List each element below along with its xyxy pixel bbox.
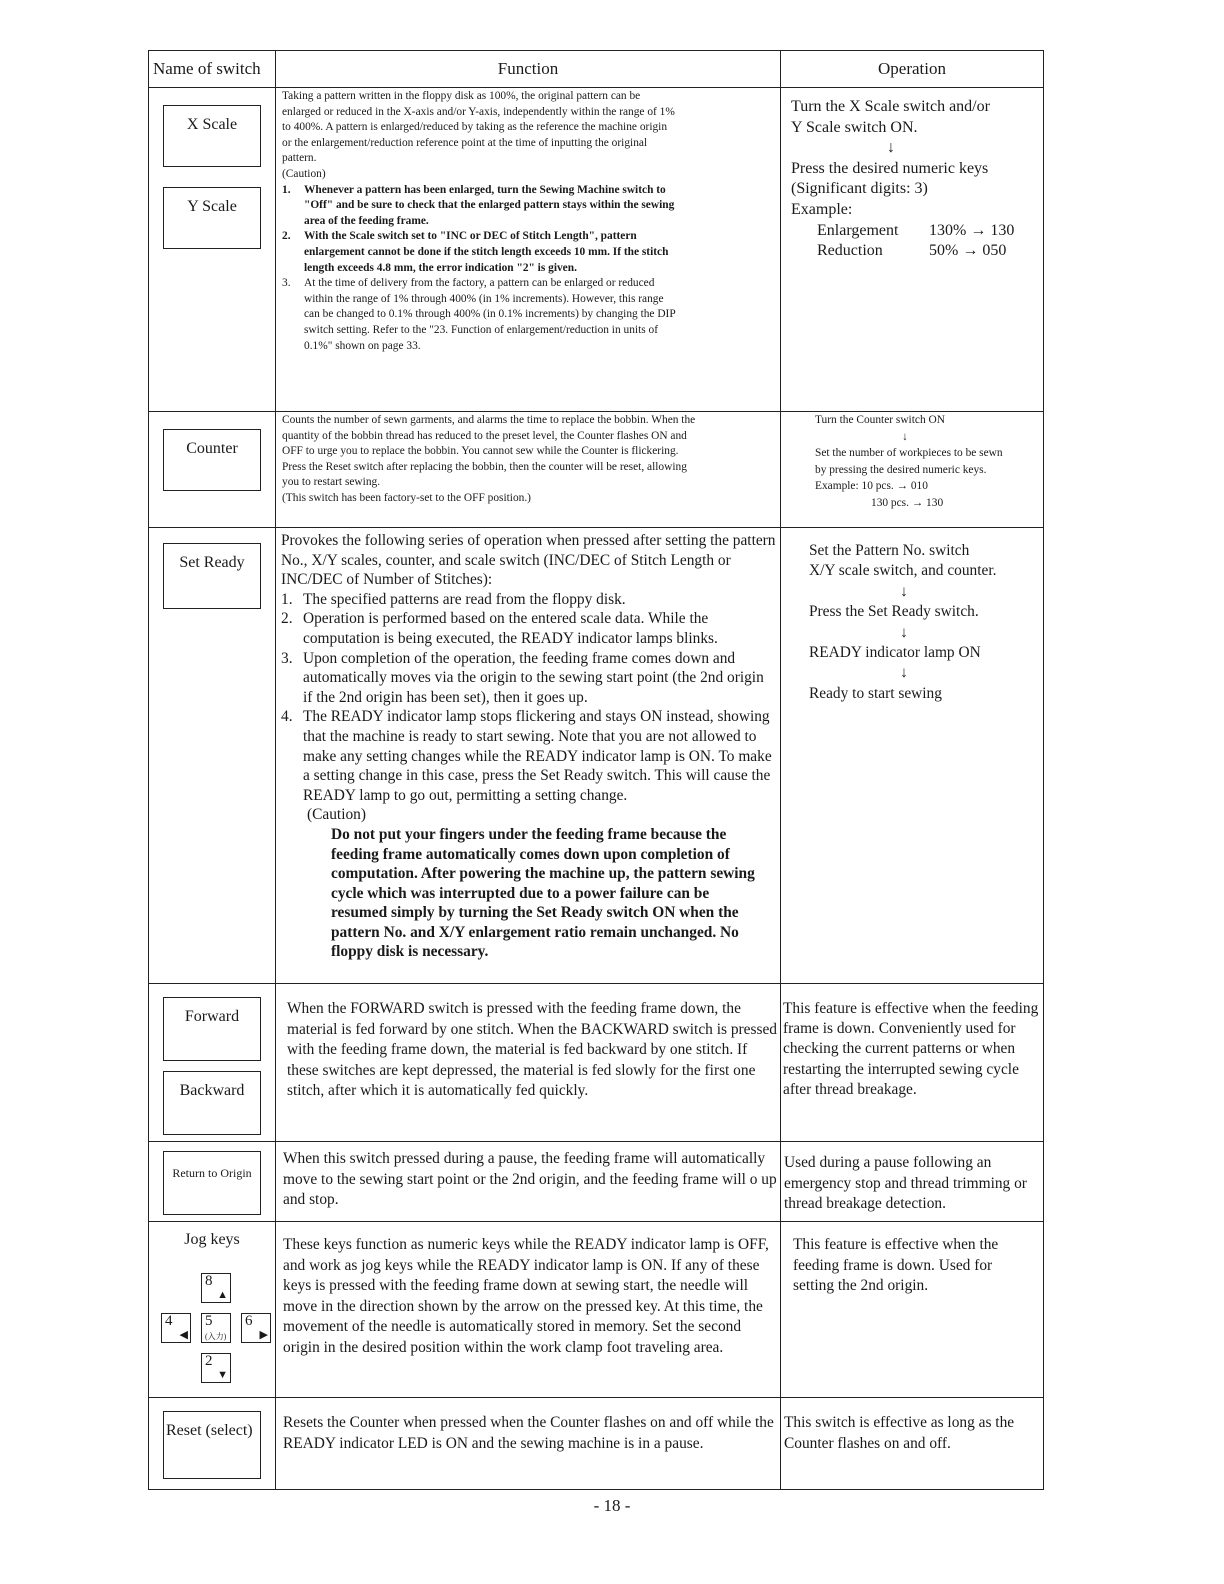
scale-op-line2: Y Scale switch ON. xyxy=(791,118,918,136)
set-ready-intro: Provokes the following series of operation when pressed after setting the pattern No., X/Y scales, counter, and scale switch (INC/DEC of Stitch Length or INC/DEC of Number of Stitches): xyxy=(281,532,776,589)
page-number: - 18 - xyxy=(593,1496,631,1515)
scale-function xyxy=(282,89,678,354)
scale-item-1: 1. Whenever a pattern has been enlarged, turn the Sewing Machine switch to "Off" and be sure to check that the enlarged pattern stays within the sewing area of the feeding frame. xyxy=(282,183,675,227)
reset-select-switch: Reset (select) xyxy=(163,1411,261,1479)
counter-function xyxy=(282,413,696,507)
left-arrow-icon: ◀ xyxy=(179,1329,188,1341)
backward-switch: Backward xyxy=(163,1071,261,1135)
row-divider xyxy=(149,527,1043,528)
row-divider xyxy=(149,87,1043,88)
down-arrow-icon: ↓ xyxy=(900,623,908,641)
set-ready-item-4: 4. The READY indicator lamp stops flickering and stays ON instead, showing that the machine is ready to start sewing. Note that you are not allowed to make any setting changes while the READY indicator lamp is ON. To make a setting change in this case, press the Set Ready switch. This will cause the READY lamp to go out, permitting a setting change. xyxy=(281,708,772,804)
scale-caution-heading: (Caution) xyxy=(282,167,326,180)
set-ready-op-line4: READY indicator lamp ON xyxy=(809,644,981,662)
jog-key-right: 6 ▶ xyxy=(241,1313,271,1343)
header-name-of-switch: Name of switch xyxy=(153,59,261,78)
scale-intro: Taking a pattern written in the floppy disk as 100%, the original pattern can be enlarged or reduced in the X-axis and/or Y-axis, independently within the range of 1% to 400%. A pattern is enlarged/reduced by taking as the reference the machine origin or the enlargement/reduction reference point at the time of inputting the original pattern. xyxy=(282,90,675,165)
forward-function: When the FORWARD switch is pressed with the feeding frame down, the material is fed forward by one stitch. When the BACKWARD switch is pressed with the feeding frame down, the material is fed backward by one stitch. If these switches are kept depressed, the material is fed slowly for the first one stitch, after which it is automatically fed quickly. xyxy=(287,1000,777,1100)
jog-key-up: 8 ▲ xyxy=(201,1273,231,1303)
right-arrow-icon: ▶ xyxy=(259,1329,268,1341)
scale-op-line3: Press the desired numeric keys xyxy=(791,159,989,177)
jog-function: These keys function as numeric keys while the READY indicator lamp is OFF, and work as jog keys while the READY indicator lamp is ON. If any of these keys is pressed with the feeding frame down at sewing start, the needle will move in the direction shown by the arrow on the pressed key. At this time, the movement of the needle is automatically stored in memory. Set the second origin in the desired position within the work clamp foot traveling area. xyxy=(283,1236,769,1356)
down-arrow-icon: ↓ xyxy=(902,430,908,443)
set-ready-item-1: 1. The specified patterns are read from the floppy disk. xyxy=(281,590,626,608)
row-divider xyxy=(149,1141,1043,1142)
counter-function-text: Counts the number of sewn garments, and alarms the time to replace the bobbin. When the quantity of the bobbin thread has reduced to the preset level, the Counter flashes ON and OFF to urge you to replace the bobbin. You cannot sew while the Counter is flickering. Press the Reset switch after replacing the bobbin, then the counter will be reset, allowing you to restart sewing. xyxy=(282,414,696,489)
counter-operation xyxy=(815,412,1015,512)
return-to-origin-switch: Return to Origin xyxy=(163,1151,261,1215)
scale-op-reduction: Reduction 50% → 050 xyxy=(817,242,1007,260)
reset-function: Resets the Counter when pressed when the Counter flashes on and off while the READY indicator LED is ON and the sewing machine is in a pause. xyxy=(283,1414,774,1452)
column-divider xyxy=(780,51,781,1489)
down-arrow-icon: ↓ xyxy=(900,664,908,682)
set-ready-caution-text: Do not put your fingers under the feeding frame because the feeding frame automatically comes down upon completion of computation. After powering the machine up, the pattern sewing cycle which was interrupted due to a power failure can be resumed simply by turning the Set Ready switch ON when the pattern No. and X/Y enlargement ratio remain unchanged. No floppy disk is necessary. xyxy=(331,825,755,961)
set-ready-operation xyxy=(809,541,1039,704)
x-scale-switch: X Scale xyxy=(163,105,261,167)
jog-key-center: 5 (入力) xyxy=(201,1313,231,1343)
forward-operation: This feature is effective when the feeding frame is down. Conveniently used for checking the current patterns or when restarting the interrupted sewing cycle after thread breakage. xyxy=(783,1000,1039,1098)
row-divider xyxy=(149,983,1043,984)
scale-op-line4: (Significant digits: 3) xyxy=(791,180,928,198)
up-arrow-icon: ▲ xyxy=(217,1289,228,1301)
set-ready-item-2: 2. Operation is performed based on the entered scale data. While the computation is being executed, the READY indicator lamps blinks. xyxy=(281,610,718,647)
counter-op-line2: Set the number of workpieces to be sewn by pressing the desired numeric keys. xyxy=(815,447,1003,476)
set-ready-op-line3: Press the Set Ready switch. xyxy=(809,603,979,621)
down-arrow-icon: ▼ xyxy=(217,1369,228,1381)
switch-table xyxy=(148,50,1044,1490)
row-divider xyxy=(149,1397,1043,1398)
scale-op-line1: Turn the X Scale switch and/or xyxy=(791,98,990,115)
set-ready-op-line2: X/Y scale switch, and counter. xyxy=(809,562,997,580)
jog-operation: This feature is effective when the feeding frame is down. Used for setting the 2nd origin. xyxy=(793,1236,999,1295)
down-arrow-icon: ↓ xyxy=(900,582,908,600)
return-operation: Used during a pause following an emergency stop and thread trimming or thread breakage detection. xyxy=(784,1154,1027,1213)
down-arrow-icon: ↓ xyxy=(887,139,895,157)
counter-note: (This switch has been factory-set to the OFF position.) xyxy=(282,491,531,504)
scale-item-3: 3. At the time of delivery from the factory, a pattern can be enlarged or reduced within the range of 1% through 400% (in 1% increments). However, this range can be changed to 0.1% through 400% (in 0.1% increments) by changing the DIP switch setting. Refer to the "23. Function of enlargement/reduction in units of 0.1%" shown on page 33. xyxy=(282,277,676,352)
set-ready-op-line1: Set the Pattern No. switch xyxy=(809,542,970,559)
jog-key-down: 2 ▼ xyxy=(201,1353,231,1383)
set-ready-op-line5: Ready to start sewing xyxy=(809,684,942,702)
scale-operation xyxy=(791,97,1041,262)
header-operation: Operation xyxy=(878,59,946,78)
jog-key-left: 4 ◀ xyxy=(161,1313,191,1343)
reset-operation: This switch is effective as long as the Counter flashes on and off. xyxy=(784,1414,1015,1452)
header-function: Function xyxy=(497,59,559,78)
scale-item-2: 2. With the Scale switch set to "INC or DEC of Stitch Length", pattern enlargement cannot be done if the stitch length exceeds 10 mm. If the stitch length exceeds 4.8 mm, the error indication "2" is given. xyxy=(282,230,669,274)
counter-switch: Counter xyxy=(163,429,261,491)
counter-op-example2: 130 pcs. → 130 xyxy=(871,496,944,509)
y-scale-switch: Y Scale xyxy=(163,187,261,249)
set-ready-item-3: 3. Upon completion of the operation, the feeding frame comes down and automatically moves via the origin to the sewing start point (the 2nd origin if the 2nd origin has been set), then it goes up. xyxy=(281,649,764,706)
counter-op-example1: Example: 10 pcs. → 010 xyxy=(815,480,928,493)
scale-op-example: Example: xyxy=(791,200,853,218)
set-ready-function xyxy=(281,531,777,962)
jog-keys-label: Jog keys xyxy=(184,1231,240,1248)
counter-op-line1: Turn the Counter switch ON xyxy=(815,414,945,426)
row-divider xyxy=(149,1221,1043,1222)
set-ready-caution-heading: (Caution) xyxy=(307,806,366,824)
return-function: When this switch pressed during a pause, the feeding frame will automatically move to the sewing start point or the 2nd origin, and the feeding frame will o up and stop. xyxy=(283,1150,777,1209)
scale-op-enlargement: Enlargement 130% → 130 xyxy=(817,221,1015,239)
set-ready-switch: Set Ready xyxy=(163,543,261,609)
forward-switch: Forward xyxy=(163,997,261,1061)
column-divider xyxy=(275,51,276,1489)
